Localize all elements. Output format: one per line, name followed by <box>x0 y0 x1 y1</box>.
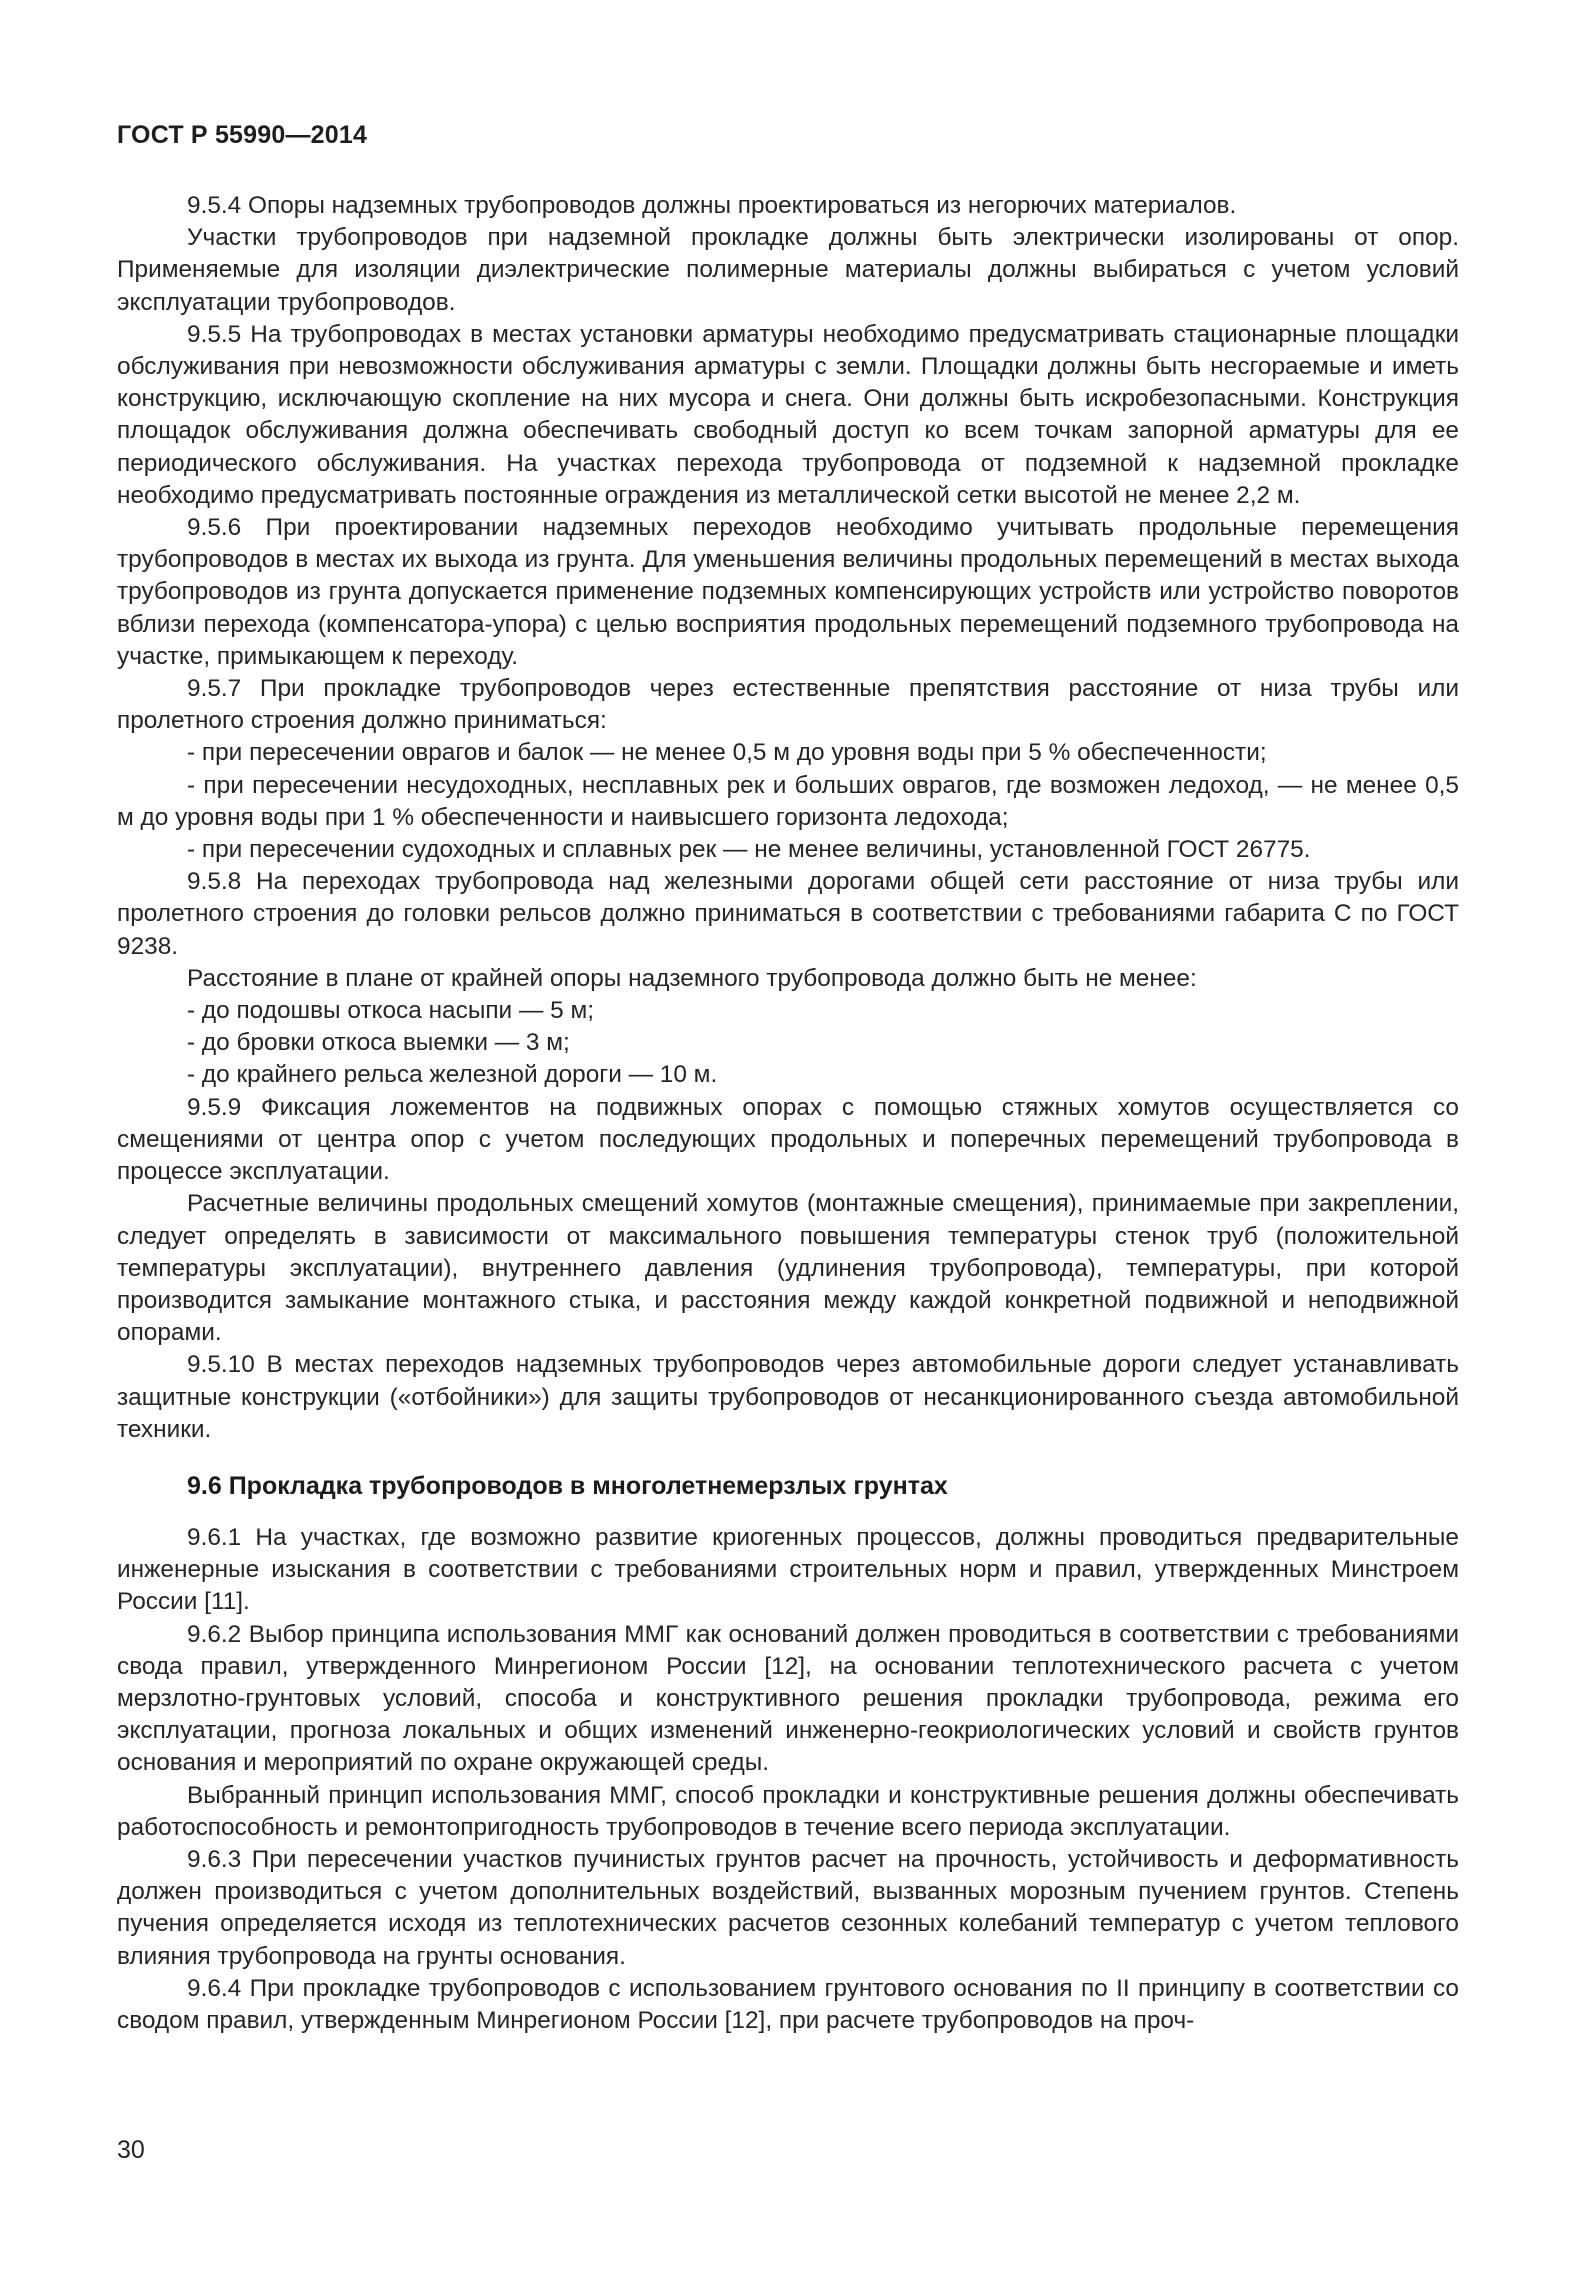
paragraph-9-5-5: 9.5.5 На трубопроводах в местах установки арматуры необходимо предусматривать стационарные площадки обслуживания при невозможности обслуживания арматуры с земли. Площадки должны быть несгораемые и иметь конструкцию, исключающую скопление на них мусора и снега. Они должны быть искробезопасными. Конструкция площадок обслуживания должна обеспечивать свободный доступ ко всем точкам запорной арматуры для ее периодического обслуживания. На участках перехода трубопровода от подземной к надземной прокладке необходимо предусматривать постоянные ограждения из металлической сетки высотой не менее 2,2 м. <box>117 320 1459 509</box>
paragraph-9-6-4: 9.6.4 При прокладке трубопроводов с использованием грунтового основания по II принципу в соответствии со сводом правил, утвержденным Минрегионом России [12], при расчете трубопроводов на проч- <box>117 1974 1459 2034</box>
document-code-header: ГОСТ Р 55990—2014 <box>117 121 368 149</box>
paragraph-mmg-principle: Выбранный принцип использования ММГ, способ прокладки и конструктивные решения должны обеспечивать работоспособность и ремонтопригодность трубопроводов в течение всего периода эксплуатации. <box>117 1781 1459 1841</box>
list-item: - до крайнего рельса железной дороги — 10 м. <box>187 1061 718 1089</box>
list-item: - при пересечении несудоходных, несплавных рек и больших оврагов, где возможен ледоход, — не менее 0,5 м до уровня воды при 1 % обеспеченности и наивысшего горизонта ледохода; <box>117 771 1459 831</box>
paragraph-clamp-offsets: Расчетные величины продольных смещений хомутов (монтажные смещения), принимаемые при закреплении, следует определять в зависимости от максимального повышения температуры стенок труб (положительной температуры эксплуатации), внутреннего давления (удлинения трубопровода), температуры, при которой производится замыкание монтажного стыка, и расстояния между каждой конкретной подвижной и неподвижной опорами. <box>117 1190 1459 1347</box>
paragraph-9-6-1: 9.6.1 На участках, где возможно развитие криогенных процессов, должны проводиться предварительные инженерные изыскания в соответствии с требованиями строительных норм и правил, утвержденных Минстроем России [11]. <box>117 1523 1459 1616</box>
list-item: - при пересечении судоходных и сплавных рек — не менее величины, установленной ГОСТ 26775. <box>187 836 1311 864</box>
list-item: - при пересечении оврагов и балок — не менее 0,5 м до уровня воды при 5 % обеспеченности; <box>187 739 1267 767</box>
paragraph-distance-plan: Расстояние в плане от крайней опоры надземного трубопровода должно быть не менее: <box>187 964 1197 992</box>
paragraph-9-5-8: 9.5.8 На переходах трубопровода над железными дорогами общей сети расстояние от низа трубы или пролетного строения до головки рельсов должно приниматься в соответствии с требованиями габарита С по ГОСТ 9238. <box>117 868 1459 960</box>
paragraph-9-5-9: 9.5.9 Фиксация ложементов на подвижных опорах с помощью стяжных хомутов осуществляется со смещениями от центра опор с учетом последующих продольных и поперечных перемещений трубопровода в процессе эксплуатации. <box>117 1093 1459 1186</box>
document-body <box>117 190 1459 2037</box>
list-item: - до подошвы откоса насыпи — 5 м; <box>187 997 595 1025</box>
section-heading-9-6: 9.6 Прокладка трубопроводов в многолетнемерзлых грунтах <box>187 1471 948 1500</box>
paragraph-9-5-10: 9.5.10 В местах переходов надземных трубопроводов через автомобильные дороги следует устанавливать защитные конструкции («отбойники») для защиты трубопроводов от несанкционированного съезда автомобильной техники. <box>117 1351 1459 1443</box>
page-number: 30 <box>117 2136 145 2164</box>
paragraph-insulation: Участки трубопроводов при надземной прокладке должны быть электрически изолированы от опор. Применяемые для изоляции диэлектрические полимерные материалы должны выбираться с учетом условий эксплуатации трубопроводов. <box>117 224 1459 316</box>
paragraph-9-5-7: 9.5.7 При прокладке трубопроводов через естественные препятствия расстояние от низа трубы или пролетного строения должно приниматься: <box>117 675 1459 735</box>
list-item: - до бровки откоса выемки — 3 м; <box>187 1029 570 1057</box>
paragraph-9-6-3: 9.6.3 При пересечении участков пучинистых грунтов расчет на прочность, устойчивость и деформативность должен производиться с учетом дополнительных воздействий, вызванных морозным пучением грунтов. Степень пучения определяется исходя из теплотехнических расчетов сезонных колебаний температур с учетом теплового влияния трубопровода на грунты основания. <box>117 1845 1459 1970</box>
paragraph-9-5-6: 9.5.6 При проектировании надземных переходов необходимо учитывать продольные перемещения трубопроводов в местах их выхода из грунта. Для уменьшения величины продольных перемещений в местах выхода трубопроводов из грунта допускается применение подземных компенсирующих устройств или устройство поворотов вблизи перехода (компенсатора-упора) с целью восприятия продольных перемещений подземного трубопровода на участке, примыкающем к переходу. <box>117 514 1459 670</box>
paragraph-9-5-4: 9.5.4 Опоры надземных трубопроводов должны проектироваться из негорючих материалов. <box>187 192 1237 219</box>
paragraph-9-6-2: 9.6.2 Выбор принципа использования ММГ как оснований должен проводиться в соответствии с требованиями свода правил, утвержденного Минрегионом России [12], на основании теплотехнического расчета с учетом мерзлотно-грунтовых условий, способа и конструктивного решения прокладки трубопровода, режима его эксплуатации, прогноза локальных и общих изменений инженерно-геокриологических условий и свойств грунтов основания и мероприятий по охране окружающей среды. <box>117 1620 1459 1777</box>
